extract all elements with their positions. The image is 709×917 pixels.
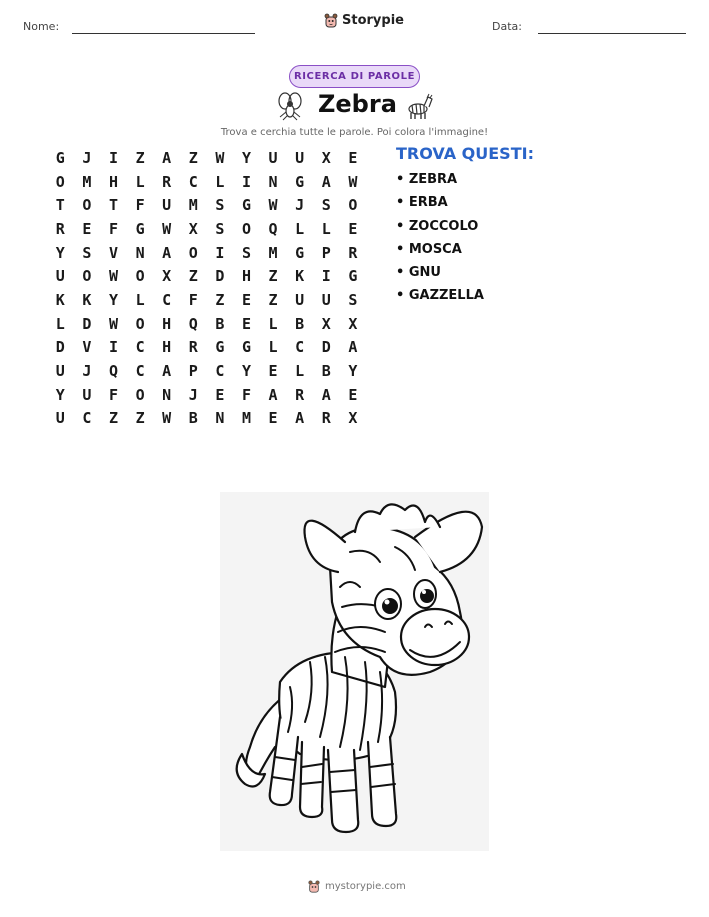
grid-letter[interactable]: E (241, 314, 251, 333)
grid-letter[interactable]: F (241, 385, 251, 404)
grid-letter[interactable]: Z (215, 290, 225, 309)
grid-letter[interactable]: E (215, 385, 225, 404)
brand-name: Storypie (342, 13, 404, 28)
grid-letter[interactable]: I (108, 338, 118, 357)
grid-letter[interactable]: X (348, 409, 358, 428)
grid-letter[interactable]: Z (135, 148, 145, 167)
grid-letter[interactable]: H (108, 172, 118, 191)
grid-letter[interactable]: M (268, 243, 278, 262)
grid-letter[interactable]: E (268, 362, 278, 381)
grid-letter[interactable]: R (295, 385, 305, 404)
grid-letter[interactable]: W (162, 219, 172, 238)
grid-letter[interactable]: R (188, 338, 198, 357)
grid-letter[interactable]: U (82, 385, 92, 404)
grid-letter[interactable]: G (135, 219, 145, 238)
grid-letter[interactable]: U (295, 148, 305, 167)
grid-letter[interactable]: E (348, 385, 358, 404)
grid-letter[interactable]: U (162, 196, 172, 215)
word-item: • MOSCA (396, 241, 462, 257)
grid-letter[interactable]: I (321, 267, 331, 286)
grid-letter[interactable]: Z (108, 409, 118, 428)
grid-letter[interactable]: D (215, 267, 225, 286)
grid-letter[interactable]: G (295, 172, 305, 191)
grid-letter[interactable]: T (55, 196, 65, 215)
grid-letter[interactable]: L (135, 172, 145, 191)
grid-letter[interactable]: R (321, 409, 331, 428)
grid-letter[interactable]: C (162, 290, 172, 309)
grid-letter[interactable]: Z (188, 148, 198, 167)
grid-letter[interactable]: Q (188, 314, 198, 333)
grid-letter[interactable]: V (82, 338, 92, 357)
word-item: • ZOCCOLO (396, 218, 479, 234)
grid-letter[interactable]: W (108, 314, 118, 333)
worksheet-title: Zebra (318, 90, 397, 118)
grid-letter[interactable]: N (135, 243, 145, 262)
grid-letter[interactable]: G (241, 196, 251, 215)
grid-letter[interactable]: J (188, 385, 198, 404)
grid-letter[interactable]: S (215, 196, 225, 215)
grid-letter[interactable]: S (82, 243, 92, 262)
grid-letter[interactable]: K (55, 290, 65, 309)
grid-letter[interactable]: L (268, 314, 278, 333)
grid-letter[interactable]: Y (108, 290, 118, 309)
grid-letter[interactable]: G (348, 267, 358, 286)
grid-letter[interactable]: C (188, 172, 198, 191)
grid-letter[interactable]: Y (348, 362, 358, 381)
grid-letter[interactable]: O (348, 196, 358, 215)
word-item: • GAZZELLA (396, 288, 484, 304)
grid-letter[interactable]: U (55, 409, 65, 428)
grid-letter[interactable]: X (162, 267, 172, 286)
grid-letter[interactable]: C (295, 338, 305, 357)
grid-letter[interactable]: H (162, 314, 172, 333)
grid-letter[interactable]: X (348, 314, 358, 333)
grid-letter[interactable]: U (55, 267, 65, 286)
grid-letter[interactable]: H (241, 267, 251, 286)
grid-letter[interactable]: I (241, 172, 251, 191)
grid-letter[interactable]: L (215, 172, 225, 191)
grid-letter[interactable]: Z (268, 267, 278, 286)
grid-letter[interactable]: W (215, 148, 225, 167)
grid-letter[interactable]: Z (268, 290, 278, 309)
grid-letter[interactable]: C (135, 362, 145, 381)
date-label: Data: (492, 20, 522, 33)
grid-letter[interactable]: F (108, 385, 118, 404)
grid-letter[interactable]: S (215, 219, 225, 238)
grid-letter[interactable]: A (162, 362, 172, 381)
grid-letter[interactable]: E (268, 409, 278, 428)
grid-letter[interactable]: E (348, 148, 358, 167)
grid-letter[interactable]: N (162, 385, 172, 404)
name-label: Nome: (23, 20, 60, 33)
grid-letter[interactable]: O (135, 314, 145, 333)
grid-letter[interactable]: U (295, 290, 305, 309)
grid-letter[interactable]: S (321, 196, 331, 215)
grid-letter[interactable]: W (162, 409, 172, 428)
grid-letter[interactable]: F (135, 196, 145, 215)
grid-letter[interactable]: U (268, 148, 278, 167)
zebra-coloring-image[interactable] (220, 492, 489, 851)
grid-letter[interactable]: G (55, 148, 65, 167)
grid-letter[interactable]: J (82, 148, 92, 167)
fly-icon (273, 91, 305, 121)
grid-letter[interactable]: Y (55, 385, 65, 404)
grid-letter[interactable]: O (135, 385, 145, 404)
brand-logo (323, 12, 404, 29)
grid-letter[interactable]: G (215, 338, 225, 357)
word-search-grid[interactable] (47, 146, 367, 430)
grid-letter[interactable]: A (162, 148, 172, 167)
grid-letter[interactable]: P (188, 362, 198, 381)
grid-letter[interactable]: B (295, 314, 305, 333)
grid-letter[interactable]: Y (241, 148, 251, 167)
grid-letter[interactable]: E (241, 290, 251, 309)
grid-letter[interactable]: U (321, 290, 331, 309)
grid-letter[interactable]: L (135, 290, 145, 309)
zebra-illustration-icon (220, 492, 489, 851)
grid-letter[interactable]: R (348, 243, 358, 262)
grid-letter[interactable]: A (321, 385, 331, 404)
grid-letter[interactable]: Z (135, 409, 145, 428)
name-line[interactable] (72, 33, 255, 34)
grid-letter[interactable]: Y (55, 243, 65, 262)
storypie-mascot-icon (307, 879, 321, 894)
grid-letter[interactable]: A (321, 172, 331, 191)
grid-letter[interactable]: G (295, 243, 305, 262)
zebra-doodle-icon (404, 91, 434, 121)
footer-url[interactable]: mystorypie.com (325, 881, 406, 892)
grid-letter[interactable]: M (188, 196, 198, 215)
grid-letter[interactable]: O (241, 219, 251, 238)
grid-letter[interactable]: S (241, 243, 251, 262)
footer (307, 879, 406, 894)
grid-letter[interactable]: E (82, 219, 92, 238)
grid-letter[interactable]: L (295, 362, 305, 381)
grid-letter[interactable]: A (348, 338, 358, 357)
grid-letter[interactable]: A (162, 243, 172, 262)
grid-letter[interactable]: M (241, 409, 251, 428)
word-item: • ERBA (396, 195, 448, 211)
grid-letter[interactable]: J (295, 196, 305, 215)
grid-letter[interactable]: N (215, 409, 225, 428)
activity-badge: RICERCA DI PAROLE (289, 65, 420, 88)
word-item: • ZEBRA (396, 172, 458, 187)
grid-letter[interactable]: X (321, 314, 331, 333)
grid-letter[interactable]: F (188, 290, 198, 309)
grid-letter[interactable]: O (135, 267, 145, 286)
grid-letter[interactable]: O (188, 243, 198, 262)
grid-letter[interactable]: W (348, 172, 358, 191)
grid-letter[interactable]: D (321, 338, 331, 357)
grid-letter[interactable]: R (162, 172, 172, 191)
grid-letter[interactable]: G (241, 338, 251, 357)
grid-letter[interactable]: X (321, 148, 331, 167)
instructions: Trova e cerchia tutte le parole. Poi colora l'immagine! (220, 127, 489, 138)
grid-letter[interactable]: O (82, 267, 92, 286)
grid-letter[interactable]: S (348, 290, 358, 309)
word-list (396, 172, 484, 312)
grid-letter[interactable]: T (108, 196, 118, 215)
grid-letter[interactable]: W (268, 196, 278, 215)
word-item: • GNU (396, 265, 441, 281)
grid-letter[interactable]: L (321, 219, 331, 238)
grid-letter[interactable]: A (268, 385, 278, 404)
grid-letter[interactable]: C (135, 338, 145, 357)
grid-letter[interactable]: Z (188, 267, 198, 286)
grid-letter[interactable]: W (108, 267, 118, 286)
grid-letter[interactable]: B (215, 314, 225, 333)
grid-letter[interactable]: O (82, 196, 92, 215)
grid-letter[interactable]: D (55, 338, 65, 357)
grid-letter[interactable]: R (55, 219, 65, 238)
grid-letter[interactable]: K (295, 267, 305, 286)
grid-letter[interactable]: J (82, 362, 92, 381)
grid-letter[interactable]: A (295, 409, 305, 428)
storypie-mascot-icon (323, 12, 339, 29)
date-line[interactable] (538, 33, 686, 34)
grid-letter[interactable]: B (321, 362, 331, 381)
grid-letter[interactable]: O (55, 172, 65, 191)
grid-letter[interactable]: L (55, 314, 65, 333)
grid-letter[interactable]: I (108, 148, 118, 167)
grid-letter[interactable]: I (215, 243, 225, 262)
grid-letter[interactable]: H (162, 338, 172, 357)
grid-letter[interactable]: C (215, 362, 225, 381)
grid-letter[interactable]: P (321, 243, 331, 262)
grid-letter[interactable]: B (188, 409, 198, 428)
grid-letter[interactable]: L (295, 219, 305, 238)
grid-letter[interactable]: X (188, 219, 198, 238)
grid-letter[interactable]: M (82, 172, 92, 191)
find-title: TROVA QUESTI: (396, 144, 534, 163)
grid-letter[interactable]: L (268, 338, 278, 357)
grid-letter[interactable]: C (82, 409, 92, 428)
grid-letter[interactable]: Y (241, 362, 251, 381)
grid-letter[interactable]: Q (268, 219, 278, 238)
grid-letter[interactable]: N (268, 172, 278, 191)
grid-letter[interactable]: Q (108, 362, 118, 381)
grid-letter[interactable]: E (348, 219, 358, 238)
grid-letter[interactable]: D (82, 314, 92, 333)
grid-letter[interactable]: K (82, 290, 92, 309)
grid-letter[interactable]: U (55, 362, 65, 381)
grid-letter[interactable]: V (108, 243, 118, 262)
grid-letter[interactable]: F (108, 219, 118, 238)
